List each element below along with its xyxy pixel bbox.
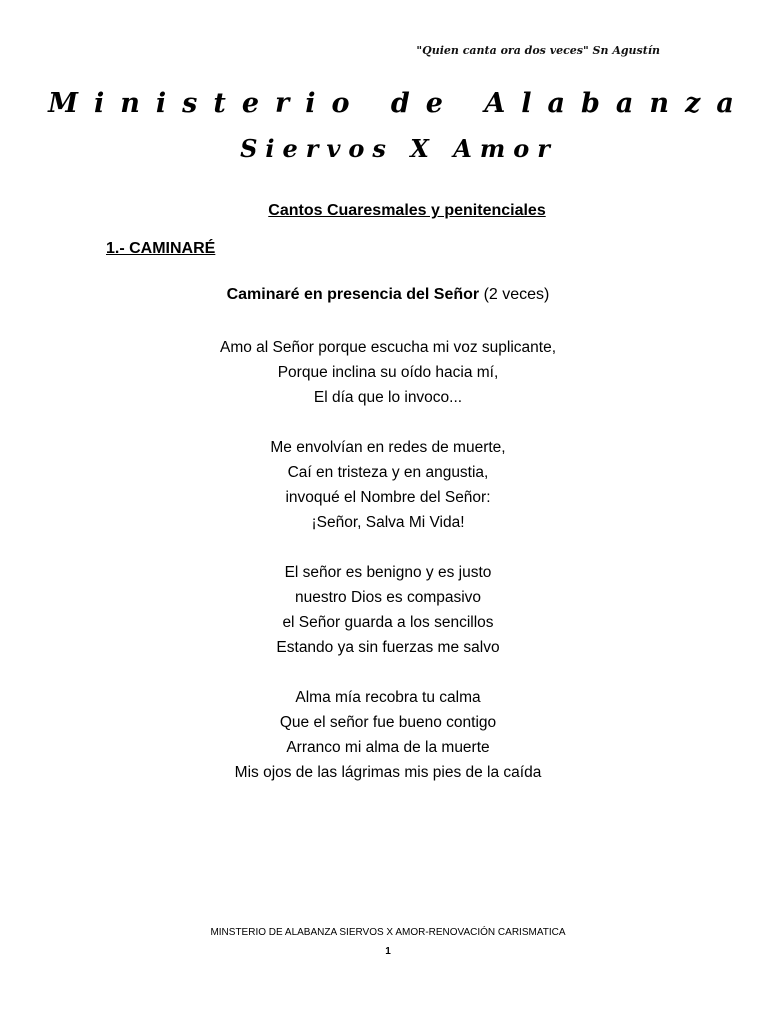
page-number: 1 (385, 946, 391, 957)
verse-line: Mis ojos de las lágrimas mis pies de la caída (234, 764, 542, 781)
song-chorus (0, 286, 768, 304)
verse-line: el Señor guarda a los sencillos (282, 614, 494, 631)
verse-line: Amo al Señor porque escucha mi voz suplicante, (219, 339, 556, 356)
verse-line: Alma mía recobra tu calma (295, 689, 481, 706)
section-title: Cantos Cuaresmales y penitenciales (268, 202, 546, 219)
verse-1 (8, 335, 768, 410)
verse-line: El día que lo invoco... (313, 389, 463, 406)
verse-line: Caí en tristeza y en angustia, (287, 464, 489, 481)
footer-text: MINSTERIO DE ALABANZA SIERVOS X AMOR-RENOVACIÓN CARISMATICA (210, 927, 566, 938)
verse-line: Estando ya sin fuerzas me salvo (276, 639, 500, 656)
song-verses (0, 335, 768, 810)
verse-line: nuestro Dios es compasivo (294, 589, 482, 606)
ministry-title: Ministerio de Alabanza (48, 88, 750, 119)
verse-line: ¡Señor, Salva Mi Vida! (311, 514, 465, 531)
verse-line: El señor es benigno y es justo (284, 564, 492, 581)
chorus-text: Caminaré en presencia del Señor (226, 286, 480, 303)
verse-4 (8, 685, 768, 785)
verse-line: invoqué el Nombre del Señor: (285, 489, 491, 506)
verse-line: Que el señor fue bueno contigo (279, 714, 497, 731)
verse-line: Arranco mi alma de la muerte (286, 739, 490, 756)
verse-3 (8, 560, 768, 660)
ministry-subtitle: Siervos X Amor (240, 134, 558, 163)
chorus-repeat-note: (2 veces) (479, 286, 550, 303)
verse-2 (8, 435, 768, 535)
header-quote: "Quien canta ora dos veces" Sn Agustín (416, 44, 660, 57)
verse-line: Porque inclina su oído hacia mí, (277, 364, 499, 381)
song-title: 1.- CAMINARÉ (106, 240, 216, 257)
verse-line: Me envolvían en redes de muerte, (270, 439, 506, 456)
